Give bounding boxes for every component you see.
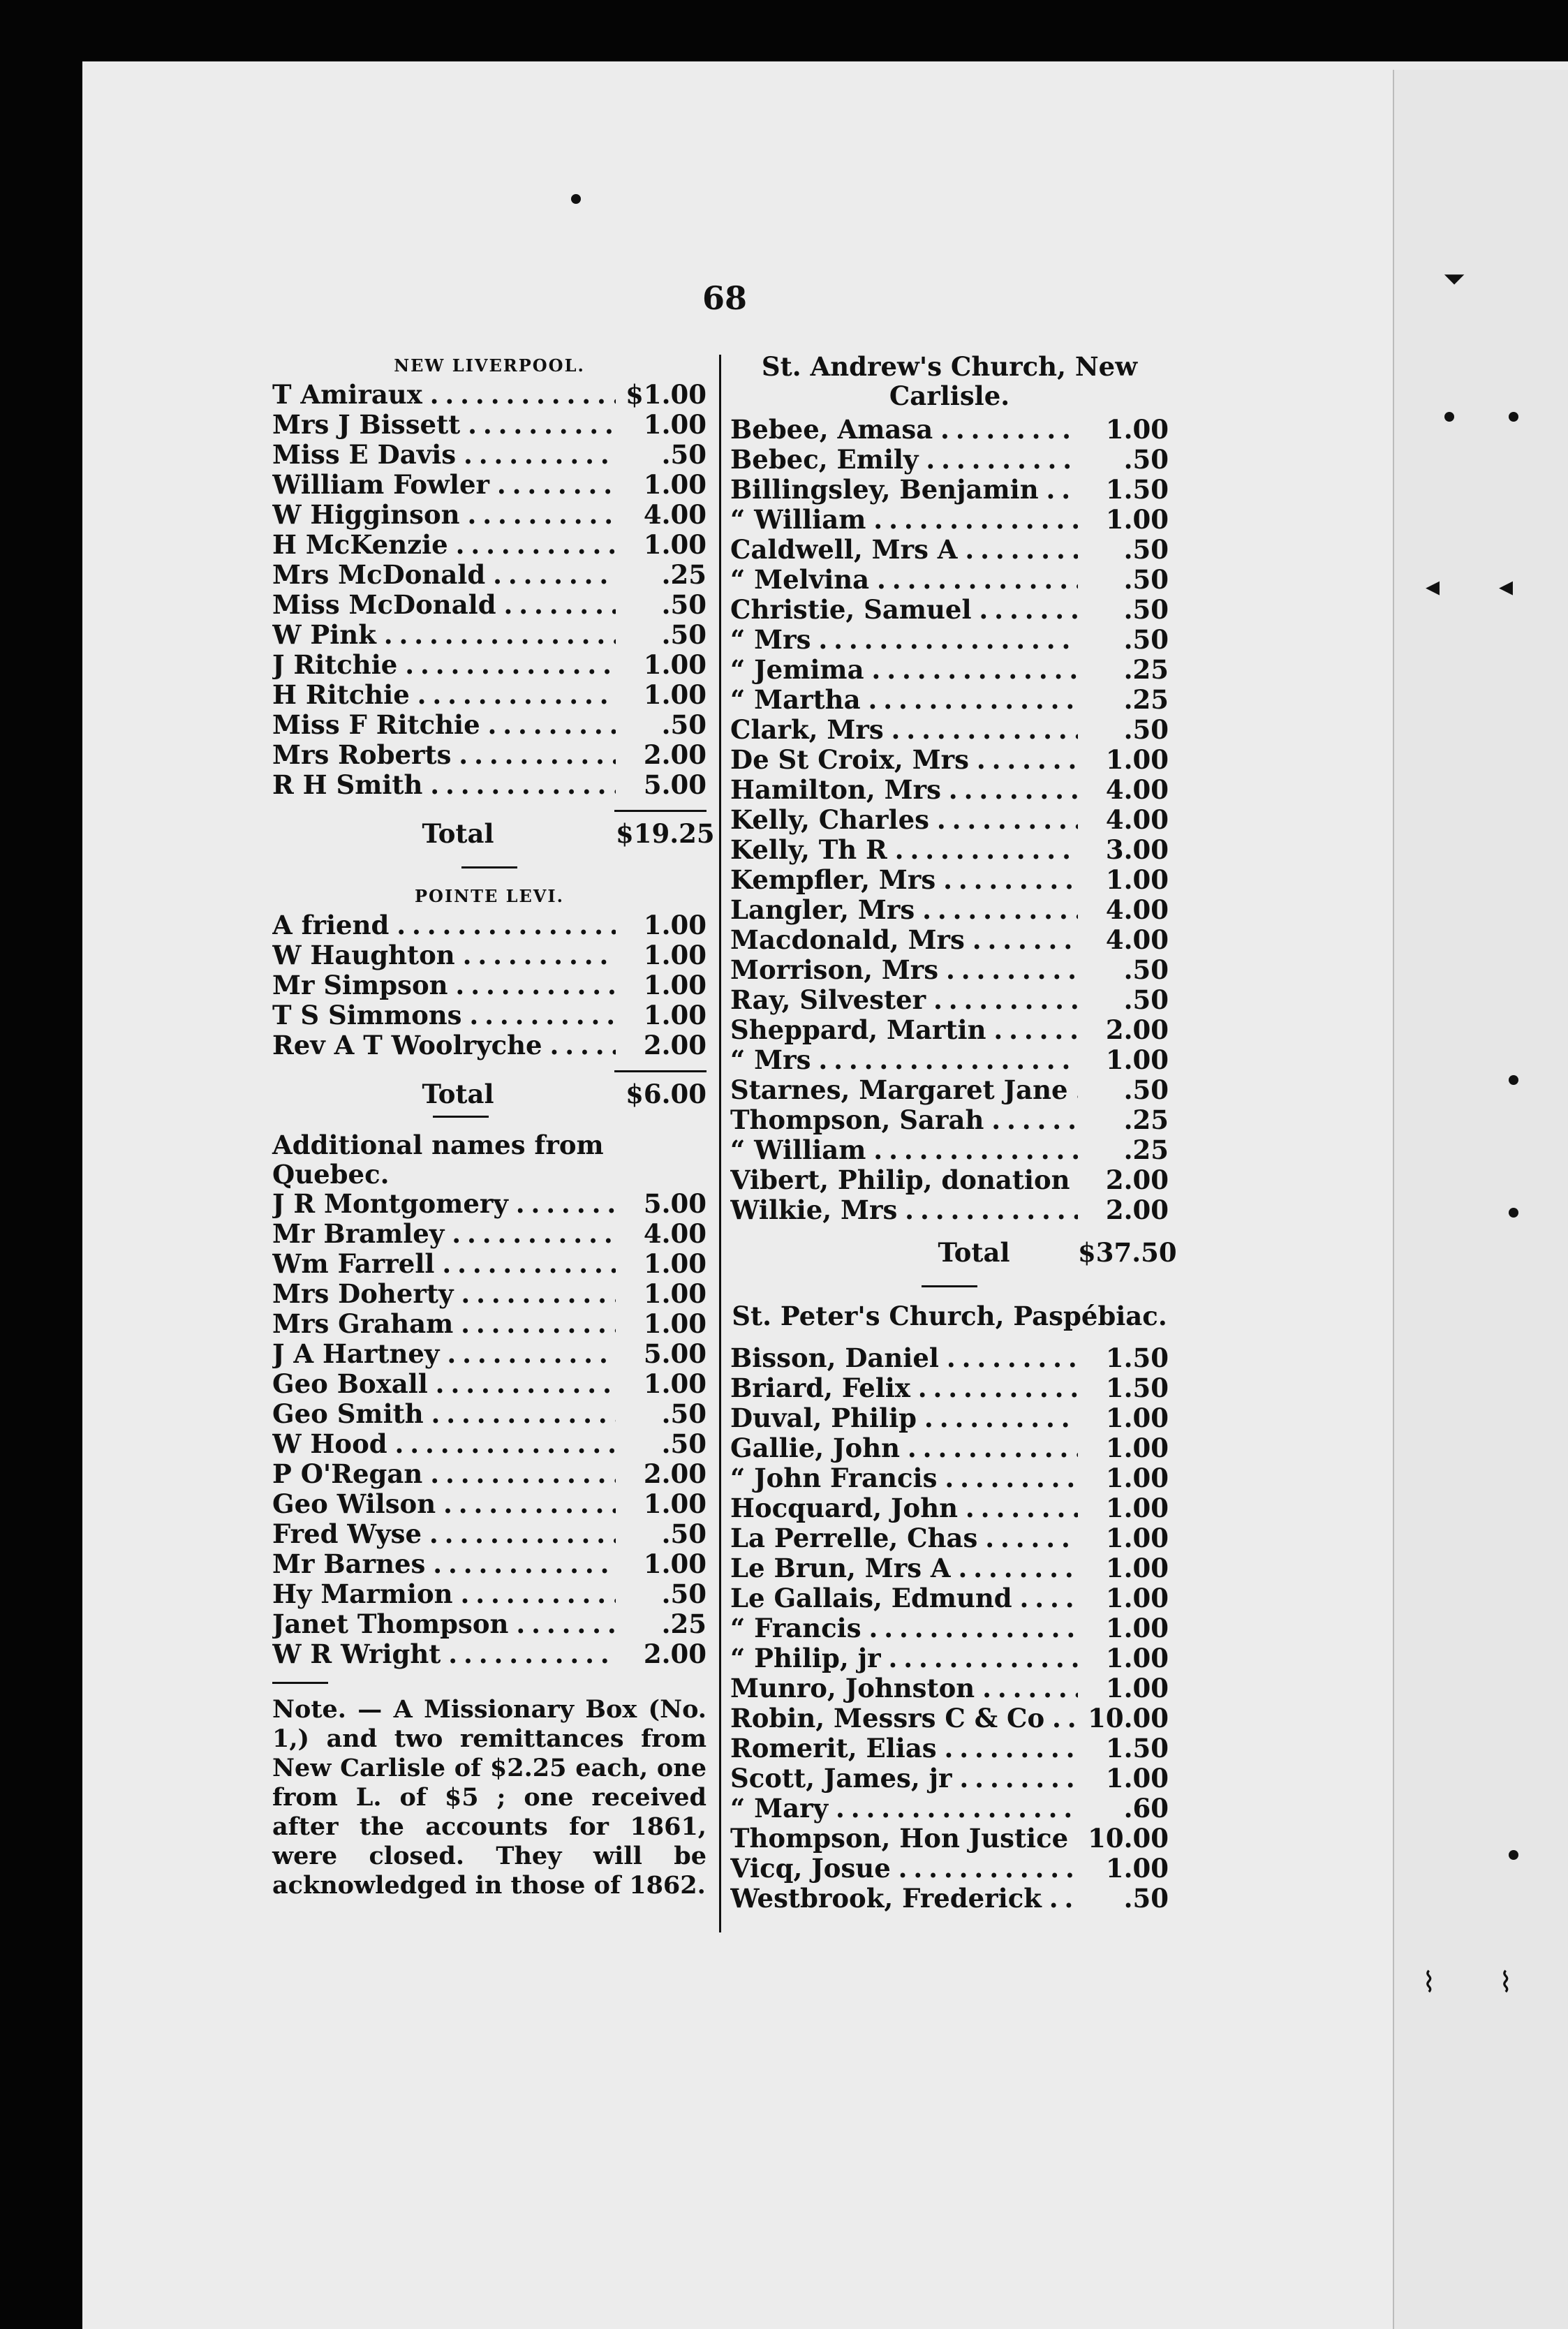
- entry-row: [730, 625, 1169, 655]
- entry-name: Mr Barnes . . .: [272, 1549, 616, 1579]
- entry-row: [272, 1549, 707, 1579]
- entry-name: Janet Thompson . . .: [272, 1609, 616, 1639]
- entry-amount: 10.00: [1088, 1823, 1169, 1854]
- entry-amount: 2.00: [1105, 1014, 1169, 1045]
- entry-row: [730, 715, 1169, 745]
- scan-mark: ⏷: [1443, 263, 1465, 295]
- entry-row: [730, 1733, 1169, 1764]
- entry-name: Scott, James, jr . . .: [730, 1764, 1078, 1794]
- entry-amount: 1.00: [643, 529, 707, 560]
- entry-row: [272, 590, 707, 620]
- entry-amount: 1.00: [643, 409, 707, 440]
- entry-name: “ Mary . . .: [730, 1794, 1078, 1824]
- entry-name: De St Croix, Mrs . . .: [730, 745, 1078, 775]
- entry-name: Munro, Johnston . . .: [730, 1673, 1078, 1703]
- entry-row: [272, 1189, 707, 1219]
- entry-amount: .50: [1123, 534, 1169, 565]
- entry-row: [272, 470, 707, 500]
- scan-mark: [571, 194, 581, 204]
- entry-amount: 2.00: [1105, 1164, 1169, 1195]
- entry-amount: 1.00: [1105, 1853, 1169, 1884]
- entry-amount: 1.50: [1105, 1373, 1169, 1403]
- entry-row: [730, 1854, 1169, 1884]
- entry-row: [730, 505, 1169, 535]
- entry-row: [272, 500, 707, 530]
- st-andrews-list: [730, 415, 1169, 1225]
- entry-row: [730, 895, 1169, 925]
- scan-mark: [1509, 1208, 1518, 1218]
- entry-amount: 1.00: [643, 1278, 707, 1309]
- entry-name: Kempfler, Mrs . . .: [730, 865, 1078, 895]
- entry-amount: .50: [661, 1578, 707, 1609]
- entry-row: [730, 835, 1169, 865]
- entry-name: “ Martha . . .: [730, 685, 1078, 715]
- entry-name: Mrs McDonald . . .: [272, 560, 616, 590]
- entry-amount: 4.00: [1105, 774, 1169, 805]
- entry-amount: 1.00: [643, 649, 707, 680]
- entry-row: [730, 415, 1169, 445]
- entry-name: Fred Wyse . . .: [272, 1519, 616, 1549]
- entry-amount: .50: [1123, 954, 1169, 985]
- entry-name: Miss F Ritchie . . .: [272, 710, 616, 740]
- entry-amount: 1.00: [643, 1248, 707, 1279]
- entry-name: Bisson, Daniel . . .: [730, 1343, 1078, 1373]
- entry-amount: 5.00: [643, 769, 707, 800]
- entry-row: [272, 1429, 707, 1459]
- quebec-list: [272, 1189, 707, 1669]
- entry-amount: .50: [1123, 594, 1169, 625]
- entry-row: [730, 1613, 1169, 1643]
- entry-row: [272, 1369, 707, 1399]
- total-amount: $6.00: [626, 1079, 707, 1109]
- entry-name: Mrs Roberts . . .: [272, 740, 616, 770]
- entry-name: Vibert, Philip, donation . . .: [730, 1165, 1078, 1195]
- entry-amount: 1.00: [643, 1368, 707, 1399]
- entry-name: Morrison, Mrs . . .: [730, 955, 1078, 985]
- entry-amount: .25: [1123, 654, 1169, 685]
- entry-amount: 2.00: [643, 1030, 707, 1060]
- entry-amount: .50: [1123, 984, 1169, 1015]
- entry-amount: 1.00: [1105, 864, 1169, 895]
- entry-name: Miss E Davis . . .: [272, 440, 616, 470]
- entry-name: “ Mrs . . .: [730, 1045, 1078, 1075]
- entry-amount: .50: [661, 619, 707, 650]
- total-amount: $19.25: [616, 818, 715, 849]
- entry-amount: .60: [1123, 1793, 1169, 1824]
- entry-name: La Perrelle, Chas . . .: [730, 1523, 1078, 1553]
- entry-amount: 1.00: [643, 469, 707, 500]
- entry-row: [730, 655, 1169, 685]
- pointe-levi-list: [272, 910, 707, 1060]
- entry-name: Robin, Messrs C & Co . . .: [730, 1703, 1078, 1733]
- entry-name: Starnes, Margaret Jane . . .: [730, 1075, 1078, 1105]
- entry-row: [730, 1165, 1169, 1195]
- entry-row: [272, 1279, 707, 1309]
- entry-amount: 1.00: [1105, 1463, 1169, 1493]
- entry-row: [272, 710, 707, 740]
- entry-name: Romerit, Elias . . .: [730, 1733, 1078, 1764]
- scan-mark: [1509, 1850, 1518, 1860]
- entry-name: Thompson, Sarah . . .: [730, 1105, 1078, 1135]
- entry-row: [272, 1000, 707, 1030]
- entry-row: [272, 770, 707, 800]
- entry-amount: 4.00: [643, 499, 707, 530]
- st-andrews-total-row: [730, 1236, 1177, 1269]
- entry-name: J Ritchie . . .: [272, 650, 616, 680]
- entry-row: [272, 1579, 707, 1609]
- entry-name: Kelly, Th R . . .: [730, 835, 1078, 865]
- entry-name: “ Francis . . .: [730, 1613, 1078, 1643]
- entry-amount: .25: [661, 1609, 707, 1639]
- section-rule: [922, 1285, 977, 1287]
- entry-row: [730, 1794, 1169, 1824]
- entry-amount: .50: [1123, 624, 1169, 655]
- entry-row: [730, 1463, 1169, 1493]
- entry-amount: 1.00: [1105, 1673, 1169, 1703]
- entry-name: P O'Regan . . .: [272, 1459, 616, 1489]
- total-label: Total: [422, 818, 494, 849]
- entry-name: W Hood . . .: [272, 1429, 616, 1459]
- entry-amount: .50: [661, 1518, 707, 1549]
- entry-name: Sheppard, Martin . . .: [730, 1015, 1078, 1045]
- entry-row: [272, 1639, 707, 1669]
- entry-name: J R Montgomery . . .: [272, 1189, 616, 1219]
- entry-row: [730, 565, 1169, 595]
- entry-name: Gallie, John . . .: [730, 1433, 1078, 1463]
- entry-name: Mr Bramley . . .: [272, 1219, 616, 1249]
- entry-row: [730, 1403, 1169, 1433]
- entry-name: Mrs J Bissett . . .: [272, 410, 616, 440]
- entry-name: W Pink . . .: [272, 620, 616, 650]
- entry-row: [730, 1015, 1169, 1045]
- total-amount: $37.50: [1078, 1237, 1177, 1268]
- entry-name: Mrs Graham . . .: [272, 1309, 616, 1339]
- entry-row: [730, 1553, 1169, 1583]
- entry-amount: 1.50: [1105, 1343, 1169, 1373]
- entry-row: [272, 1309, 707, 1339]
- entry-name: Vicq, Josue . . .: [730, 1854, 1078, 1884]
- entry-name: Kelly, Charles . . .: [730, 805, 1078, 835]
- entry-row: [272, 1339, 707, 1369]
- entry-amount: 1.00: [643, 1000, 707, 1030]
- entry-name: Le Brun, Mrs A . . .: [730, 1553, 1078, 1583]
- adjacent-page-edge: [1393, 70, 1568, 2329]
- entry-name: Clark, Mrs . . .: [730, 715, 1078, 745]
- entry-row: [730, 1075, 1169, 1105]
- entry-row: [272, 1609, 707, 1639]
- entry-amount: 5.00: [643, 1188, 707, 1219]
- entry-row: [272, 1399, 707, 1429]
- entry-row: [730, 805, 1169, 835]
- footnote: Note. — A Missionary Box (No. 1,) and two remittances from New Carlisle of $2.25 each, one from L. of $5 ; one received after the accounts for 1861, were closed. They will be acknowledged in those of 1862.: [272, 1695, 707, 1900]
- scan-mark: [1509, 412, 1518, 422]
- new-liverpool-list: [272, 380, 707, 800]
- entry-amount: 1.00: [1105, 1523, 1169, 1553]
- entry-amount: .25: [1123, 684, 1169, 715]
- entry-amount: 1.00: [643, 1308, 707, 1339]
- entry-amount: 1.00: [1105, 1763, 1169, 1794]
- entry-name: J A Hartney . . .: [272, 1339, 616, 1369]
- entry-row: [730, 865, 1169, 895]
- total-rule: [614, 1070, 707, 1072]
- entry-row: [730, 1764, 1169, 1794]
- entry-name: Miss McDonald . . .: [272, 590, 616, 620]
- entry-name: William Fowler . . .: [272, 470, 616, 500]
- entry-row: [730, 1433, 1169, 1463]
- entry-amount: 1.50: [1105, 474, 1169, 505]
- scan-mark: ⌇: [1422, 1967, 1436, 1999]
- entry-row: [730, 1703, 1169, 1733]
- entry-amount: 1.00: [1105, 1553, 1169, 1583]
- entry-row: [730, 985, 1169, 1015]
- entry-amount: 1.00: [643, 679, 707, 710]
- entry-name: Christie, Samuel . . .: [730, 595, 1078, 625]
- scan-mark: [1444, 412, 1454, 422]
- entry-amount: 1.00: [643, 970, 707, 1000]
- entry-name: Geo Smith . . .: [272, 1399, 616, 1429]
- entry-row: [272, 1030, 707, 1060]
- entry-row: [272, 530, 707, 560]
- section-rule: [461, 866, 517, 868]
- entry-amount: .25: [661, 559, 707, 590]
- entry-row: [730, 475, 1169, 505]
- section-heading-pointe-levi: POINTE LEVI.: [415, 886, 564, 906]
- entry-name: W R Wright . . .: [272, 1639, 616, 1669]
- section-heading-st-peters: St. Peter's Church, Paspébiac.: [732, 1301, 1167, 1331]
- entry-amount: .50: [1123, 1074, 1169, 1105]
- entry-name: A friend . . .: [272, 910, 616, 940]
- entry-row: [272, 620, 707, 650]
- entry-amount: 3.00: [1105, 834, 1169, 865]
- entry-row: [730, 1343, 1169, 1373]
- entry-amount: 1.00: [1105, 1044, 1169, 1075]
- entry-row: [730, 745, 1169, 775]
- entry-name: Mrs Doherty . . .: [272, 1279, 616, 1309]
- entry-row: [730, 1195, 1169, 1225]
- entry-row: [730, 1643, 1169, 1673]
- entry-name: Thompson, Hon Justice . . .: [730, 1824, 1078, 1854]
- entry-amount: 4.00: [1105, 804, 1169, 835]
- column-divider: [719, 355, 721, 1932]
- entry-name: R H Smith . . .: [272, 770, 616, 800]
- entry-name: Hamilton, Mrs . . .: [730, 775, 1078, 805]
- entry-amount: .50: [1123, 714, 1169, 745]
- entry-row: [272, 1249, 707, 1279]
- entry-row: [272, 1519, 707, 1549]
- entry-name: Langler, Mrs . . .: [730, 895, 1078, 925]
- entry-row: [272, 740, 707, 770]
- entry-amount: 2.00: [1105, 1195, 1169, 1225]
- total-label: Total: [422, 1079, 494, 1109]
- entry-row: [272, 650, 707, 680]
- scan-mark: ⌇: [1499, 1967, 1513, 1999]
- page-number: 68: [702, 279, 748, 317]
- entry-name: H McKenzie . . .: [272, 530, 616, 560]
- entry-amount: 1.00: [1105, 1403, 1169, 1433]
- entry-amount: .50: [661, 589, 707, 620]
- section-heading-new-liverpool: NEW LIVERPOOL.: [394, 355, 585, 376]
- scan-mark: ◂: [1426, 570, 1440, 602]
- entry-row: [272, 440, 707, 470]
- entry-row: [730, 535, 1169, 565]
- entry-amount: 1.00: [643, 940, 707, 970]
- entry-amount: .25: [1123, 1134, 1169, 1165]
- entry-name: H Ritchie . . .: [272, 680, 616, 710]
- entry-amount: 1.00: [1105, 744, 1169, 775]
- entry-name: Wm Farrell . . .: [272, 1249, 616, 1279]
- entry-amount: .50: [1123, 444, 1169, 475]
- entry-name: Mr Simpson . . .: [272, 970, 616, 1000]
- entry-amount: 1.00: [1105, 414, 1169, 445]
- section-rule: [433, 1116, 489, 1118]
- entry-amount: .50: [1123, 564, 1169, 595]
- entry-row: [730, 1135, 1169, 1165]
- entry-name: Hy Marmion . . .: [272, 1579, 616, 1609]
- entry-amount: 1.00: [643, 1548, 707, 1579]
- entry-row: [730, 955, 1169, 985]
- entry-amount: 1.00: [1105, 1613, 1169, 1643]
- entry-amount: 1.00: [1105, 504, 1169, 535]
- entry-name: “ Melvina . . .: [730, 565, 1078, 595]
- entry-amount: 5.00: [643, 1338, 707, 1369]
- scan-mark: [1509, 1075, 1518, 1085]
- entry-name: Briard, Felix . . .: [730, 1373, 1078, 1403]
- left-column: [272, 352, 715, 1900]
- entry-name: “ John Francis . . .: [730, 1463, 1078, 1493]
- entry-amount: 1.00: [1105, 1583, 1169, 1613]
- entry-row: [272, 1489, 707, 1519]
- entry-row: [730, 685, 1169, 715]
- entry-name: Ray, Silvester . . .: [730, 985, 1078, 1015]
- entry-name: Billingsley, Benjamin . . .: [730, 475, 1078, 505]
- entry-amount: .50: [1123, 1883, 1169, 1914]
- section-rule: [272, 1682, 328, 1684]
- entry-name: T S Simmons . . .: [272, 1000, 616, 1030]
- entry-name: “ William . . .: [730, 505, 1078, 535]
- entry-amount: 1.00: [1105, 1643, 1169, 1673]
- section-heading-quebec: Additional names from Quebec.: [272, 1130, 604, 1190]
- entry-amount: 1.00: [643, 910, 707, 940]
- entry-row: [272, 940, 707, 970]
- entry-row: [730, 1373, 1169, 1403]
- entry-row: [730, 1105, 1169, 1135]
- entry-row: [272, 380, 707, 410]
- entry-name: Duval, Philip . . .: [730, 1403, 1078, 1433]
- entry-row: [272, 970, 707, 1000]
- entry-amount: 4.00: [1105, 924, 1169, 955]
- entry-name: W Higginson . . .: [272, 500, 616, 530]
- entry-name: Macdonald, Mrs . . .: [730, 925, 1078, 955]
- entry-name: Bebee, Amasa . . .: [730, 415, 1078, 445]
- entry-amount: 1.00: [643, 1488, 707, 1519]
- entry-row: [730, 1523, 1169, 1553]
- entry-amount: 2.00: [643, 1458, 707, 1489]
- entry-row: [730, 1884, 1169, 1914]
- scan-mark: ◂: [1499, 570, 1514, 602]
- entry-row: [730, 445, 1169, 475]
- entry-row: [730, 595, 1169, 625]
- entry-row: [272, 910, 707, 940]
- entry-amount: .50: [661, 439, 707, 470]
- entry-row: [730, 775, 1169, 805]
- entry-name: Bebec, Emily . . .: [730, 445, 1078, 475]
- entry-name: “ Jemima . . .: [730, 655, 1078, 685]
- st-peters-list: [730, 1343, 1169, 1914]
- entry-name: “ William . . .: [730, 1135, 1078, 1165]
- entry-amount: .25: [1123, 1104, 1169, 1135]
- entry-row: [730, 1824, 1169, 1854]
- entry-amount: .50: [661, 1428, 707, 1459]
- entry-row: [730, 1583, 1169, 1613]
- total-label: Total: [938, 1237, 1010, 1268]
- entry-row: [730, 925, 1169, 955]
- entry-row: [272, 680, 707, 710]
- entry-row: [730, 1673, 1169, 1703]
- entry-amount: 10.00: [1088, 1703, 1169, 1733]
- right-column: [730, 351, 1177, 1914]
- entry-name: Geo Boxall . . .: [272, 1369, 616, 1399]
- entry-name: Geo Wilson . . .: [272, 1489, 616, 1519]
- entry-row: [272, 410, 707, 440]
- entry-amount: .50: [661, 1398, 707, 1429]
- pointe-levi-total-row: [272, 1078, 707, 1110]
- entry-name: “ Mrs . . .: [730, 625, 1078, 655]
- entry-name: Rev A T Woolryche . . .: [272, 1030, 616, 1060]
- entry-amount: 4.00: [643, 1218, 707, 1249]
- new-liverpool-total-row: [272, 818, 715, 850]
- section-heading-st-andrews: St. Andrew's Church, New Carlisle.: [761, 351, 1138, 411]
- entry-amount: 2.00: [643, 1639, 707, 1669]
- entry-amount: 4.00: [1105, 894, 1169, 925]
- entry-name: Le Gallais, Edmund . . .: [730, 1583, 1078, 1613]
- entry-amount: .50: [661, 709, 707, 740]
- entry-name: Wilkie, Mrs . . .: [730, 1195, 1078, 1225]
- entry-name: T Amiraux . . .: [272, 380, 616, 410]
- entry-row: [272, 1219, 707, 1249]
- entry-name: “ Philip, jr . . .: [730, 1643, 1078, 1673]
- entry-amount: 1.00: [1105, 1493, 1169, 1523]
- entry-name: Westbrook, Frederick . . .: [730, 1884, 1078, 1914]
- entry-amount: 1.00: [1105, 1433, 1169, 1463]
- entry-amount: 2.00: [643, 739, 707, 770]
- entry-row: [730, 1493, 1169, 1523]
- entry-name: W Haughton . . .: [272, 940, 616, 970]
- entry-row: [730, 1045, 1169, 1075]
- entry-amount: 1.50: [1105, 1733, 1169, 1764]
- entry-name: Hocquard, John . . .: [730, 1493, 1078, 1523]
- entry-row: [272, 560, 707, 590]
- entry-amount: $1.00: [626, 379, 707, 410]
- total-rule: [614, 810, 707, 812]
- entry-row: [272, 1459, 707, 1489]
- entry-name: Caldwell, Mrs A . . .: [730, 535, 1078, 565]
